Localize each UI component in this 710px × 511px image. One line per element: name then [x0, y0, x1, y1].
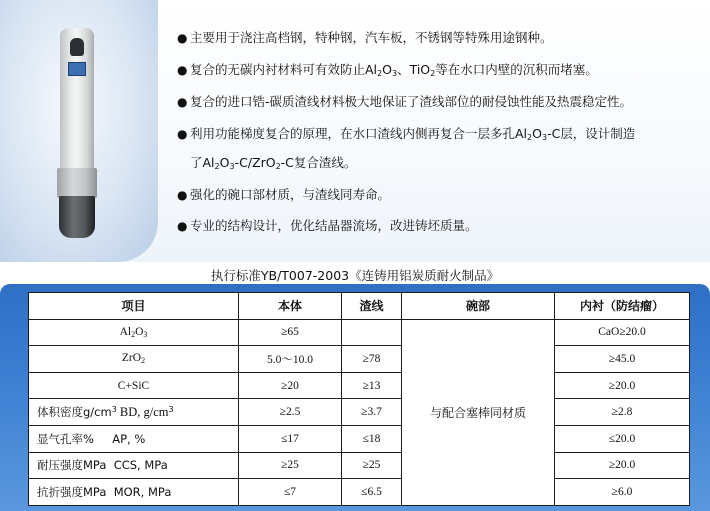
cell-body: ≥25: [239, 452, 342, 479]
cell-slag: ≤18: [342, 425, 402, 452]
table-row: [29, 452, 690, 479]
cell-lining: ≤20.0: [555, 425, 690, 452]
submerged-nozzle-image: [57, 28, 97, 238]
table-row: [29, 425, 690, 452]
header-bowl: 碗部: [402, 293, 555, 320]
bullet-dot-icon: ●: [177, 219, 188, 233]
cell-body: ≥65: [239, 319, 342, 346]
feature-item-4: ● 利用功能梯度复合的原理，在水口渣线内侧再复合一层多孔$Al_2O_3-C$层，设计制造: [177, 126, 636, 142]
cell-lining: ≥2.8: [555, 399, 690, 426]
header-lining: 内衬（防结瘤）: [555, 293, 690, 320]
nozzle-label-shape: [68, 62, 86, 76]
table-row: [29, 399, 690, 426]
feature-item-6: ● 专业的结构设计，优化结晶器流场，改进铸坯质量。: [177, 218, 478, 233]
table-row: [29, 319, 690, 346]
row-label: ZrO$_2$: [29, 346, 239, 373]
row-label: C+SiC: [29, 372, 239, 399]
feature-item-4-continuation: 了$Al_2O_3-C/ZrO_2-C$复合渣线。: [190, 155, 357, 171]
cell-bowl-merged: 与配合塞棒同材质: [402, 319, 555, 505]
row-label: $Al_2O_3$: [29, 319, 239, 346]
cell-slag: [342, 319, 402, 346]
row-label: 显气孔率% AP, %: [29, 425, 239, 452]
product-photo-panel: [0, 0, 158, 262]
nozzle-slag-band-shape: [57, 168, 97, 198]
table-row: [29, 479, 690, 506]
feature-item-3: ● 复合的进口锆-碳质渣线材料极大地保证了渣线部位的耐侵蚀性能及热震稳定性。: [177, 94, 633, 109]
standard-caption: 执行标准YB/T007-2003《连铸用铝炭质耐火制品》: [210, 268, 500, 283]
header-body: 本体: [239, 293, 342, 320]
nozzle-bowl-shape: [59, 196, 95, 238]
cell-body: ≥2.5: [239, 399, 342, 426]
feature-item-2: ● 复合的无碳内衬材料可有效防止$Al_2O_3$、TiO$_2$等在水口内壁的沉积而堵塞。: [177, 62, 598, 78]
cell-body: 5.0～10.0: [239, 346, 342, 373]
header-item: 项目: [29, 293, 239, 320]
cell-body: ≥20: [239, 372, 342, 399]
cell-body: ≤7: [239, 479, 342, 506]
bullet-dot-icon: ●: [177, 95, 188, 109]
table-row: [29, 372, 690, 399]
feature-item-5: ● 强化的碗口部材质，与渣线同寿命。: [177, 187, 391, 202]
cell-body: ≤17: [239, 425, 342, 452]
bullet-dot-icon: ●: [177, 31, 188, 45]
header-slag: 渣线: [342, 293, 402, 320]
cell-lining: ≥20.0: [555, 452, 690, 479]
cell-slag: ≥13: [342, 372, 402, 399]
cell-lining: ≥20.0: [555, 372, 690, 399]
bullet-dot-icon: ●: [177, 188, 188, 202]
feature-item-1: ● 主要用于浇注高档钢，特种钢，汽车板，不锈钢等特殊用途钢种。: [177, 30, 553, 45]
cell-slag: ≥3.7: [342, 399, 402, 426]
nozzle-slot-shape: [70, 38, 84, 56]
row-label: 体积密度$g/cm^3$ BD, $g/cm^3$: [29, 399, 239, 426]
spec-table: [28, 292, 690, 506]
cell-slag: ≥78: [342, 346, 402, 373]
cell-slag: ≤6.5: [342, 479, 402, 506]
bullet-dot-icon: ●: [177, 63, 188, 77]
row-label: 耐压强度MPa CCS, MPa: [29, 452, 239, 479]
row-label: 抗折强度MPa MOR, MPa: [29, 479, 239, 506]
cell-lining: CaO≥20.0: [555, 319, 690, 346]
cell-slag: ≥25: [342, 452, 402, 479]
cell-lining: ≥45.0: [555, 346, 690, 373]
bullet-dot-icon: ●: [177, 127, 188, 141]
table-header-row: [29, 293, 690, 320]
cell-lining: ≥6.0: [555, 479, 690, 506]
table-row: [29, 346, 690, 373]
